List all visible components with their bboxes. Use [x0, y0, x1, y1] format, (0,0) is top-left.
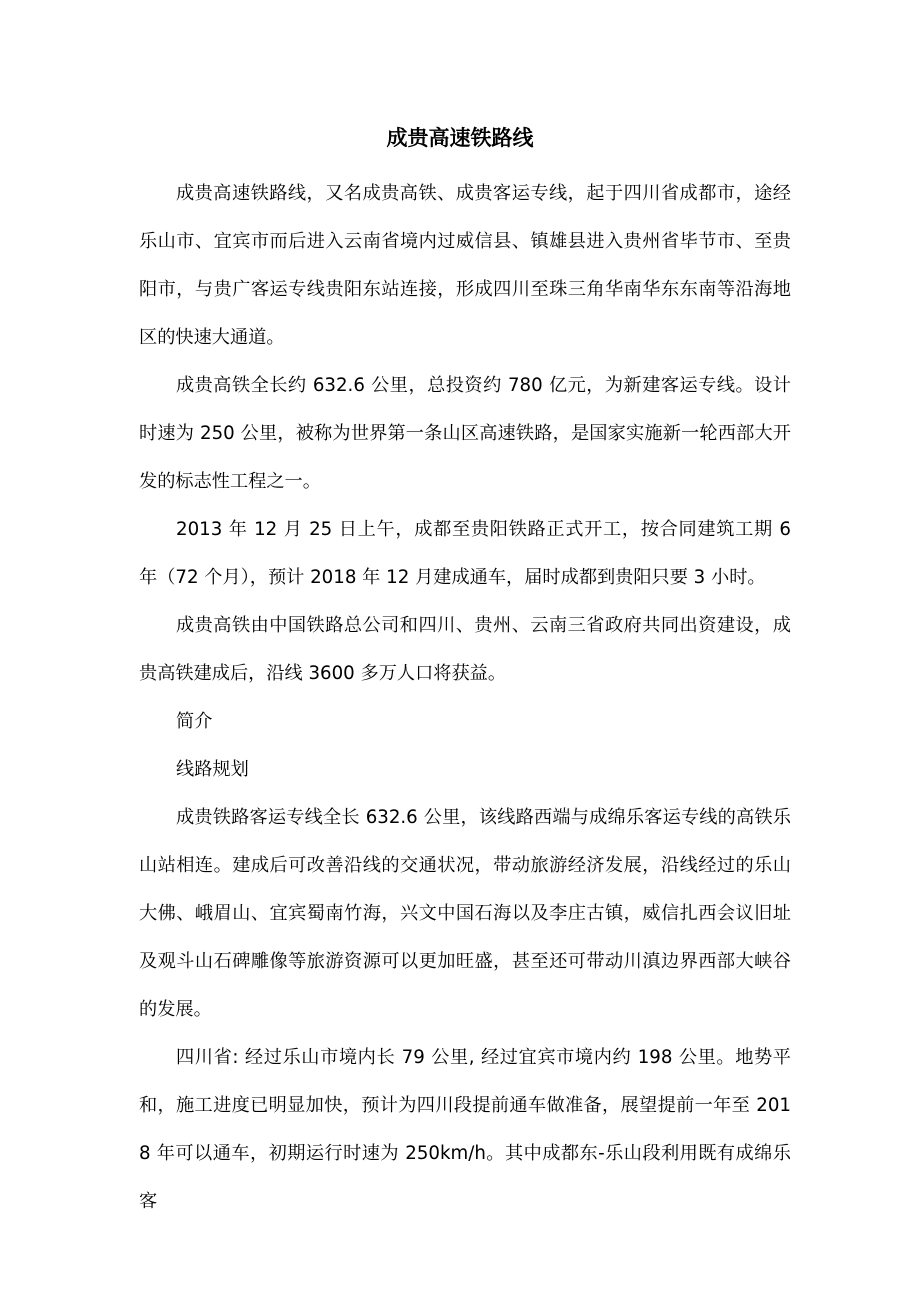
- paragraph-sichuan-section: 四川省: 经过乐山市境内长 79 公里, 经过宜宾市境内约 198 公里。地势平和，施工进度已明显加快，预计为四川段提前通车做准备，展望提前一年至 2018 年可以通车，初期运行时速为 250km/h。其中成都东-乐山段利用既有成绵乐客: [139, 1047, 791, 1212]
- paragraph-overview: 成贵高速铁路线，又名成贵高铁、成贵客运专线，起于四川省成都市，途经乐山市、宜宾市而后进入云南省境内过威信县、镇雄县进入贵州省毕节市、至贵阳市，与贵广客运专线贵阳东站连接，形成四川至珠三角华南华东东南等沿海地区的快速大通道。: [139, 183, 791, 348]
- paragraph-length-investment: 成贵高铁全长约 632.6 公里，总投资约 780 亿元，为新建客运专线。设计时速为 250 公里，被称为世界第一条山区高速铁路，是国家实施新一轮西部大开发的标志性工程之一。: [139, 375, 791, 492]
- document-body: [139, 170, 791, 1226]
- paragraph-funding: 成贵高铁由中国铁路总公司和四川、贵州、云南三省政府共同出资建设，成贵高铁建成后，沿线 3600 多万人口将获益。: [139, 615, 791, 684]
- section-heading-intro: 简介: [176, 711, 213, 732]
- section-heading-route-planning: 线路规划: [176, 759, 249, 780]
- paragraph-construction-schedule: 2013 年 12 月 25 日上午，成都至贵阳铁路正式开工，按合同建筑工期 6 年（72 个月），预计 2018 年 12 月建成通车，届时成都到贵阳只要 3 小时。: [139, 519, 791, 588]
- paragraph-route-planning: 成贵铁路客运专线全长 632.6 公里，该线路西端与成绵乐客运专线的高铁乐山站相连。建成后可改善沿线的交通状况，带动旅游经济发展，沿线经过的乐山大佛、峨眉山、宜宾蜀南竹海，兴文中国石海以及李庄古镇，威信扎西会议旧址及观斗山石碑雕像等旅游资源可以更加旺盛，甚至还可带动川滇边界西部大峡谷的发展。: [139, 807, 791, 1020]
- document-title: 成贵高速铁路线: [386, 126, 534, 150]
